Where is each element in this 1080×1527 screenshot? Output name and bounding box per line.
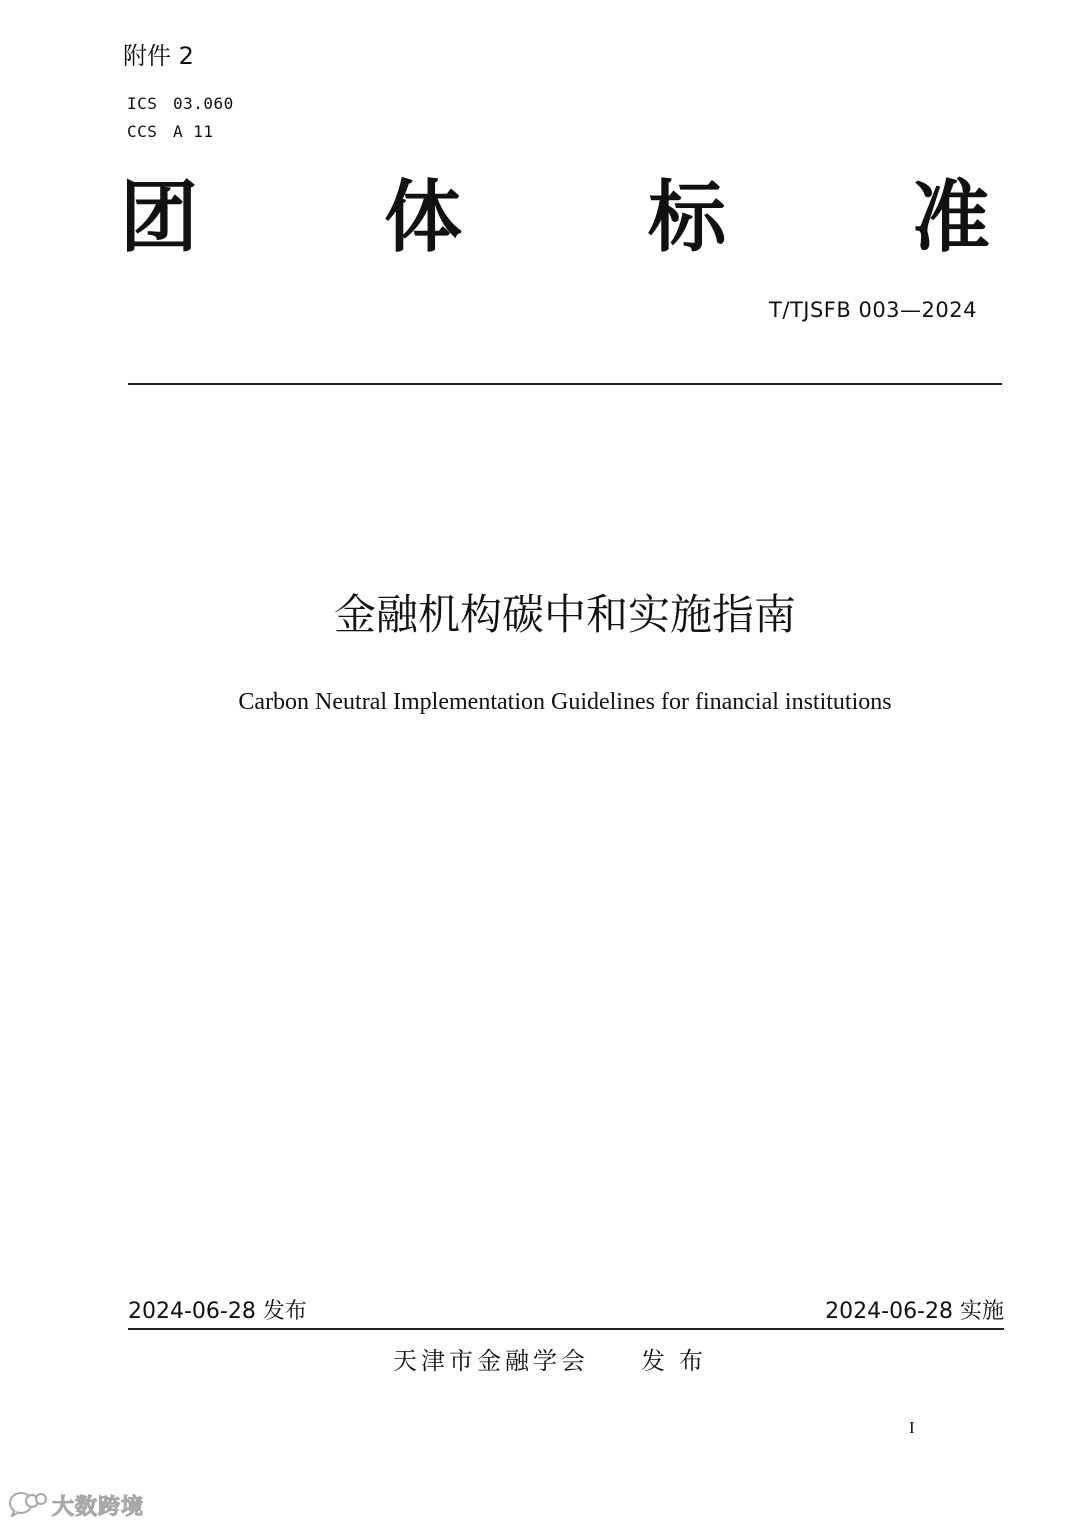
- publisher-line: [393, 1344, 717, 1378]
- heading-char: 标: [647, 173, 726, 263]
- heading-char: 准: [911, 173, 990, 263]
- group-standard-heading: [120, 168, 990, 268]
- ccs-code: [127, 122, 214, 142]
- release-date: 2024-06-28 发布: [128, 1299, 307, 1324]
- heading-char: 体: [383, 173, 462, 263]
- standard-number: T/TJSFB 003—2024: [769, 298, 977, 322]
- publisher-name: 天津市金融学会: [393, 1347, 589, 1375]
- ics-value: 03.060: [173, 94, 234, 113]
- ccs-label: CCS: [127, 122, 158, 141]
- ics-label: ICS: [127, 94, 158, 113]
- attachment-label: 附件 2: [123, 42, 194, 70]
- top-divider: [128, 383, 1002, 385]
- ccs-value: A 11: [173, 122, 214, 141]
- watermark-text: 大数跨境: [52, 1494, 145, 1520]
- heading-char: 团: [120, 173, 199, 263]
- watermark: [8, 1489, 144, 1521]
- chat-bubbles-logo-icon: [8, 1489, 48, 1521]
- english-title: Carbon Neutral Implementation Guidelines for financial institutions: [238, 689, 892, 715]
- page-number: I: [909, 1418, 915, 1437]
- bottom-divider: [128, 1328, 1004, 1330]
- chinese-title: 金融机构碳中和实施指南: [333, 590, 796, 639]
- ics-code: [127, 94, 234, 114]
- effective-date: 2024-06-28 实施: [825, 1299, 1004, 1324]
- publish-word: 发布: [641, 1347, 717, 1375]
